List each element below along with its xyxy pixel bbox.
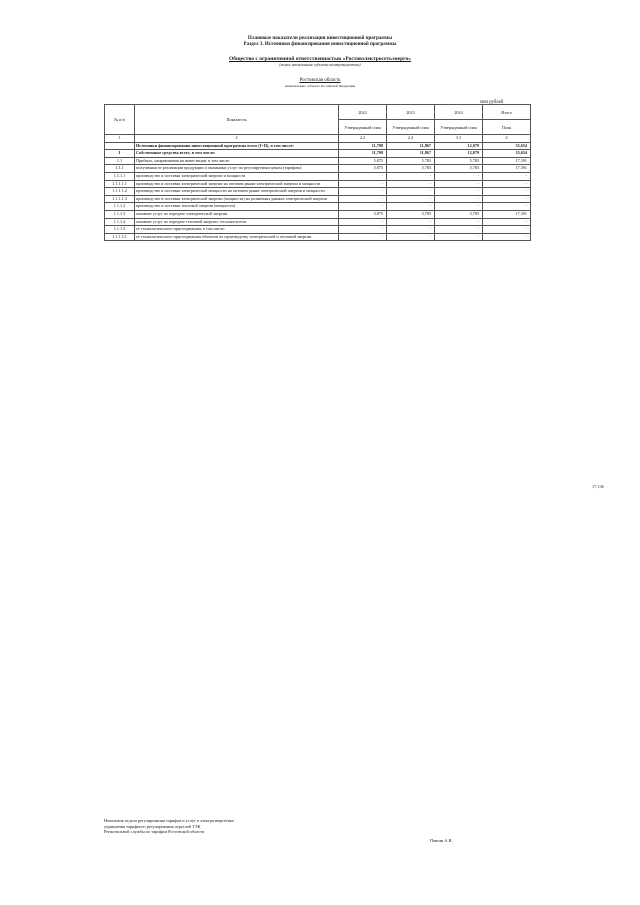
row-value: - <box>435 188 483 196</box>
row-number: 1.1.1.1.3 <box>105 195 135 203</box>
row-name: оказание услуг по передаче электрической энергии <box>135 210 339 218</box>
row-number: 1.1.1.3 <box>105 210 135 218</box>
row-value: - <box>387 218 435 226</box>
index-cell: 3.3 <box>435 135 483 143</box>
col-num-header: № п/п <box>105 105 135 135</box>
row-number: 1.1.1 <box>105 165 135 173</box>
row-value: - <box>339 188 387 196</box>
row-value: - <box>435 233 483 241</box>
index-cell: 2 <box>135 135 339 143</box>
row-name: производство и поставка электрической энергии на оптовом рынке электрической энергии и мощности <box>135 180 339 188</box>
row-name: производство и поставка тепловой энергии (мощности) <box>135 203 339 211</box>
plan-subheader: Утвержденный план <box>435 120 483 135</box>
row-value: - <box>435 203 483 211</box>
financing-table <box>104 104 531 241</box>
table-row <box>105 203 531 211</box>
row-value: - <box>339 180 387 188</box>
row-value: - <box>387 203 435 211</box>
row-value: 5,783 <box>435 157 483 165</box>
signature-line-1: Начальник отдела регулирования тарифов и услуг в электроэнергетике <box>104 818 234 823</box>
unit-label: млн рублей <box>480 100 504 105</box>
row-value: 12,079 <box>435 150 483 158</box>
side-note: 17,136 <box>592 484 604 489</box>
row-value: - <box>435 218 483 226</box>
row-name: производство и поставка электрической энергии и мощности <box>135 172 339 180</box>
region-note: наименование субъекта Российской Федерации <box>284 84 356 88</box>
row-number: 1.1.1.5 <box>105 226 135 234</box>
signature-block <box>104 818 530 835</box>
signature-line-3: Региональной службы по тарифам Ростовской области <box>104 829 205 835</box>
row-value: 5,783 <box>387 165 435 173</box>
row-number: 1.1.1.1.2 <box>105 188 135 196</box>
row-value: - <box>339 195 387 203</box>
row-value: 11,867 <box>387 150 435 158</box>
index-cell: 1 <box>105 135 135 143</box>
year-header: 2024 <box>435 105 483 120</box>
row-value: - <box>483 233 531 241</box>
row-value: - <box>435 172 483 180</box>
row-value: 5,875 <box>339 157 387 165</box>
plan-subheader: План <box>483 120 531 135</box>
col-name-header: Показатель <box>135 105 339 135</box>
row-value: 11,708 <box>339 142 387 150</box>
table-row <box>105 157 531 165</box>
row-value: 35,654 <box>483 142 531 150</box>
row-value: - <box>435 180 483 188</box>
index-cell: 2.2 <box>339 135 387 143</box>
row-number: I <box>105 150 135 158</box>
row-name: от технологического присоединения, в том числе: <box>135 226 339 234</box>
doc-title-line-2: Раздел 3. Источники финансирования инвестиционной программы <box>243 42 397 47</box>
table-row <box>105 142 531 150</box>
row-number: 1.1.1.1.1 <box>105 180 135 188</box>
signatory-name: Панова А.В. <box>430 838 453 843</box>
row-value: - <box>483 188 531 196</box>
row-value: 35,654 <box>483 150 531 158</box>
table-row <box>105 180 531 188</box>
table-row <box>105 195 531 203</box>
region-name: Ростовская область <box>299 78 341 83</box>
index-cell: 4 <box>483 135 531 143</box>
row-value: - <box>483 180 531 188</box>
table-row <box>105 172 531 180</box>
row-name: оказание услуг по передаче тепловой энергии, теплоносителя <box>135 218 339 226</box>
row-value: 11,867 <box>387 142 435 150</box>
table-row <box>105 218 531 226</box>
row-value: - <box>387 180 435 188</box>
table-row <box>105 165 531 173</box>
row-value: - <box>483 172 531 180</box>
row-value: - <box>387 188 435 196</box>
row-value: - <box>339 218 387 226</box>
row-value: - <box>339 233 387 241</box>
table-row <box>105 150 531 158</box>
row-name: полученная от реализации продукции и оказанных услуг по регулируемым ценам (тарифам): <box>135 165 339 173</box>
row-name: Источники финансирования инвестиционной программы всего (I+II), в том числе: <box>135 142 339 150</box>
row-name: производство и поставка электрической энергии (мощности) на розничных рынках электрической энергии <box>135 195 339 203</box>
row-value: 5,875 <box>339 210 387 218</box>
plan-subheader: Утвержденный план <box>387 120 435 135</box>
row-value: - <box>387 172 435 180</box>
row-value: - <box>339 172 387 180</box>
row-value: - <box>483 218 531 226</box>
row-number <box>105 142 135 150</box>
row-value: 5,783 <box>435 210 483 218</box>
row-value: 17,391 <box>483 157 531 165</box>
index-cell: 2.4 <box>387 135 435 143</box>
row-value: 5,783 <box>387 210 435 218</box>
row-value: - <box>435 226 483 234</box>
row-value: - <box>483 203 531 211</box>
row-number: 1.1.1.2 <box>105 203 135 211</box>
row-number: 1.1.1.5.1 <box>105 233 135 241</box>
row-name: производство и поставка электрической мощности на оптовом рынке электрической энергии и мощности <box>135 188 339 196</box>
row-value: 11,708 <box>339 150 387 158</box>
row-value: - <box>387 233 435 241</box>
table-row <box>105 188 531 196</box>
table-row <box>105 226 531 234</box>
row-number: 1.1 <box>105 157 135 165</box>
table-body <box>105 135 531 241</box>
row-value: 5,783 <box>435 165 483 173</box>
plan-subheader: Утвержденный план <box>339 120 387 135</box>
row-value: - <box>483 195 531 203</box>
row-value: - <box>387 226 435 234</box>
organization-note: (полное наименование субъекта электроэнергетики) <box>279 63 361 67</box>
row-name: Прибыль, направляемая на инвестиции, в том числе: <box>135 157 339 165</box>
row-value: - <box>339 226 387 234</box>
index-row <box>105 135 531 143</box>
row-value: - <box>483 226 531 234</box>
year-header: 2022 <box>339 105 387 120</box>
row-value: 17,391 <box>483 165 531 173</box>
signature-line-2: управления тарифного регулирования отраслей ТЭК <box>104 823 201 829</box>
row-value: 5,783 <box>387 157 435 165</box>
year-header: 2023 <box>387 105 435 120</box>
row-name: от технологического присоединения объектов по производству электрической и тепловой энергии <box>135 233 339 241</box>
row-name: Собственные средства всего, в том числе: <box>135 150 339 158</box>
table-row <box>105 210 531 218</box>
row-value: - <box>387 195 435 203</box>
organization-name: Общество с ограниченной ответственностью «Ростовэлектросетьэнерго» <box>229 56 411 62</box>
row-value: 12,079 <box>435 142 483 150</box>
row-number: 1.1.1.1 <box>105 172 135 180</box>
row-number: 1.1.1.4 <box>105 218 135 226</box>
total-header: Итого <box>483 105 531 120</box>
row-value: - <box>435 195 483 203</box>
row-value: - <box>339 203 387 211</box>
region-block <box>0 78 640 88</box>
document-header <box>0 36 640 67</box>
table-row <box>105 233 531 241</box>
row-value: 5,875 <box>339 165 387 173</box>
doc-title-line-1: Плановые показатели реализации инвестиционной программы <box>247 36 393 41</box>
row-value: 17,391 <box>483 210 531 218</box>
